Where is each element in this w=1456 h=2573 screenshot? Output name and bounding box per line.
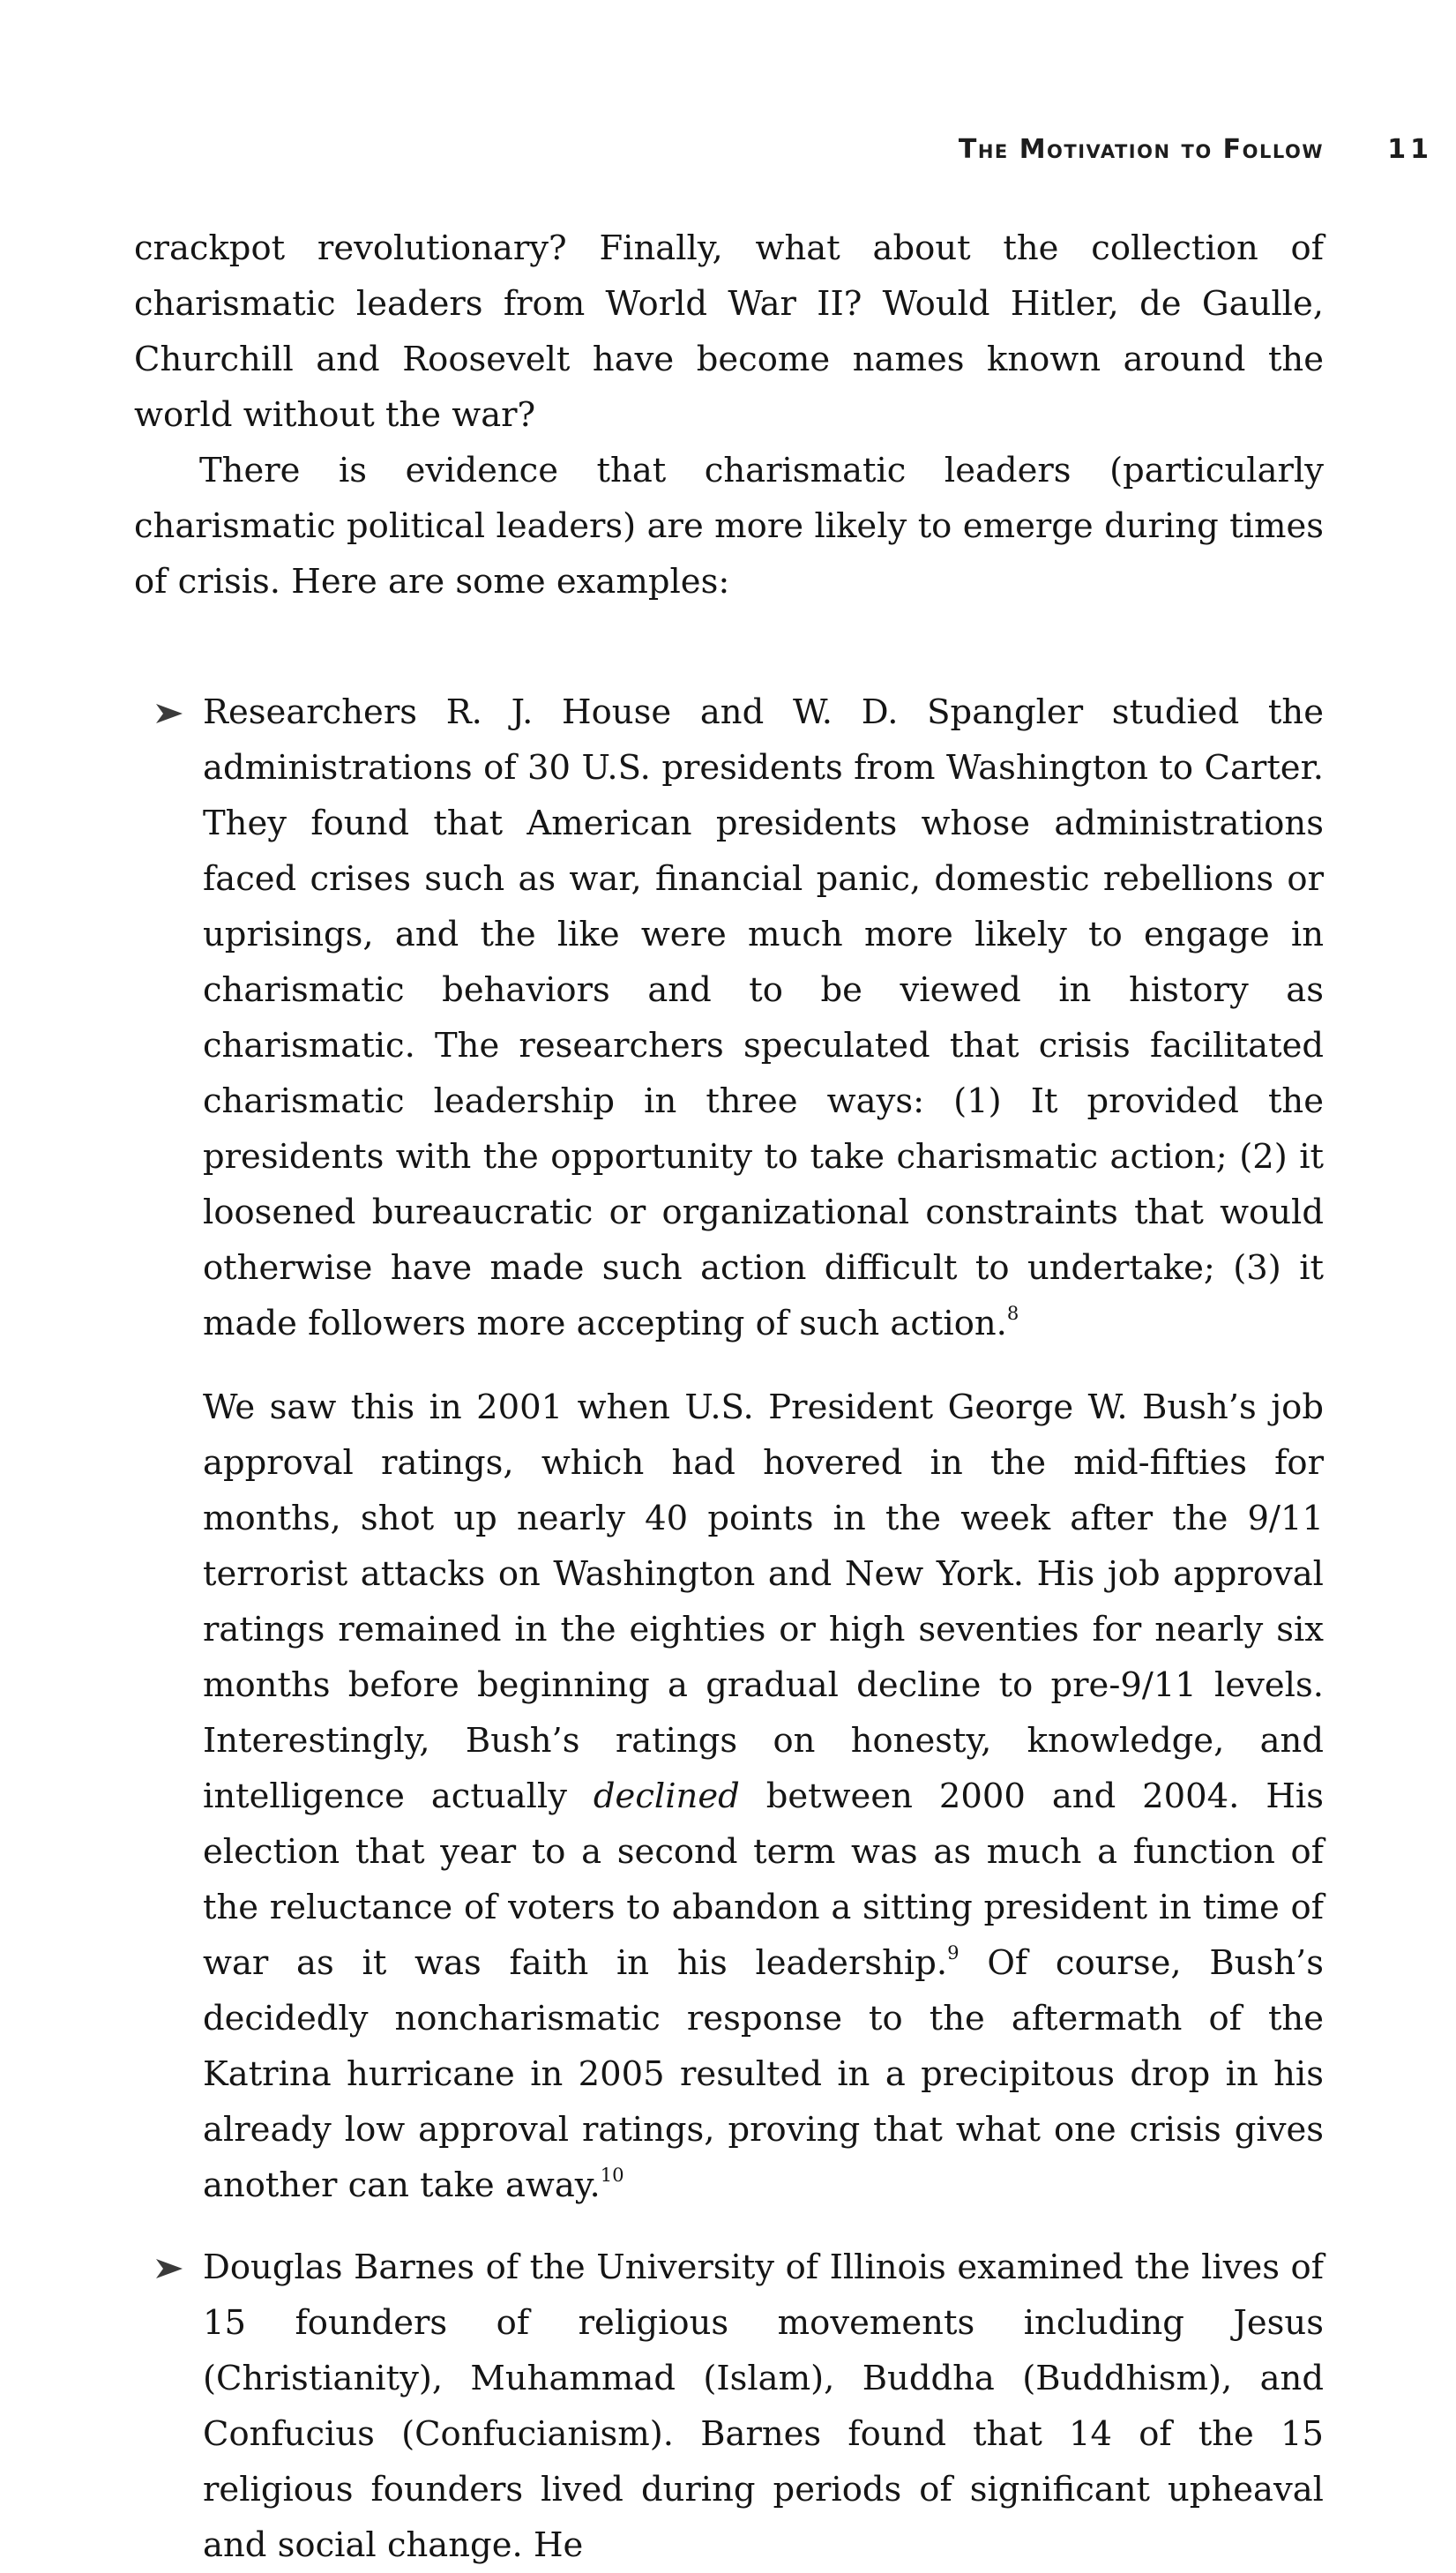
bush-text-part2: between 2000 and 2004. His election that year to a second term was as much a function of the reluctance of voters to abandon a sitting president in time of war as it was faith in his leadership. (203, 1776, 1324, 1983)
footnote-ref[interactable]: 10 (600, 2164, 624, 2187)
arrowhead-bullet-icon (155, 2257, 183, 2280)
footnote-ref[interactable]: 8 (1006, 1302, 1019, 1325)
body-text (134, 221, 1324, 2573)
examples-list (134, 684, 1324, 2573)
page-number: 11 (1387, 134, 1433, 165)
emphasis-declined: declined (593, 1776, 740, 1816)
paragraph-continued: crackpot revolutionary? Finally, what about the collection of charismatic leaders from World War II? Would Hitler, de Gaulle, Churchill and Roosevelt have become names known around the world without the war? (134, 228, 1324, 435)
paragraph-intro: There is evidence that charismatic leaders (particularly charismatic political leaders) are more likely to emerge during times of crisis. Here are some examples: (134, 451, 1324, 602)
bush-text-part3: Of course, Bush’s decidedly noncharismatic response to the aftermath of the Katrina hurricane in 2005 resulted in a precipitous drop in his already low approval ratings, proving that what one crisis gives another can take away. (203, 1943, 1324, 2205)
arrowhead-bullet-icon (155, 702, 183, 725)
list-item-paragraph (203, 684, 1324, 1351)
footnote-ref[interactable]: 9 (947, 1941, 959, 1964)
list-item-paragraph: Douglas Barnes of the University of Illinois examined the lives of 15 founders of religious movements including Jesus (Christianity), Muhammad (Islam), Buddha (Buddhism), and Confucius (Confucianism). Barnes found that 14 of the 15 religious founders lived during periods of significant upheaval and social change. He (203, 2248, 1324, 2565)
list-item-paragraph (203, 1380, 1324, 2213)
list-item (134, 2240, 1324, 2573)
bush-text-part1: We saw this in 2001 when U.S. President George W. Bush’s job approval ratings, which had hovered in the mid-fifties for months, shot up nearly 40 points in the week after the 9/11 terrorist attacks on Washington and New York. His job approval ratings remained in the eighties or high seventies for nearly six months before beginning a gradual decline to pre-9/11 levels. Interestingly, Bush’s ratings on honesty, knowledge, and intelligence actually (203, 1387, 1324, 1816)
running-title: The Motivation to Follow (958, 134, 1324, 165)
list-item (134, 684, 1324, 2213)
house-spangler-text: Researchers R. J. House and W. D. Spangler studied the administrations of 30 U.S. presidents from Washington to Carter. They found that American presidents whose administrations faced crises such as war, financial panic, domestic rebellions or uprisings, and the like were much more likely to engage in charismatic behaviors and to be viewed in history as charismatic. The researchers speculated that crisis facilitated charismatic leadership in three ways: (1) It provided the presidents with the opportunity to take charismatic action; (2) it loosened bureaucratic or organizational constraints that would otherwise have made such action difficult to undertake; (3) it made followers more accepting of such action. (203, 692, 1324, 1343)
